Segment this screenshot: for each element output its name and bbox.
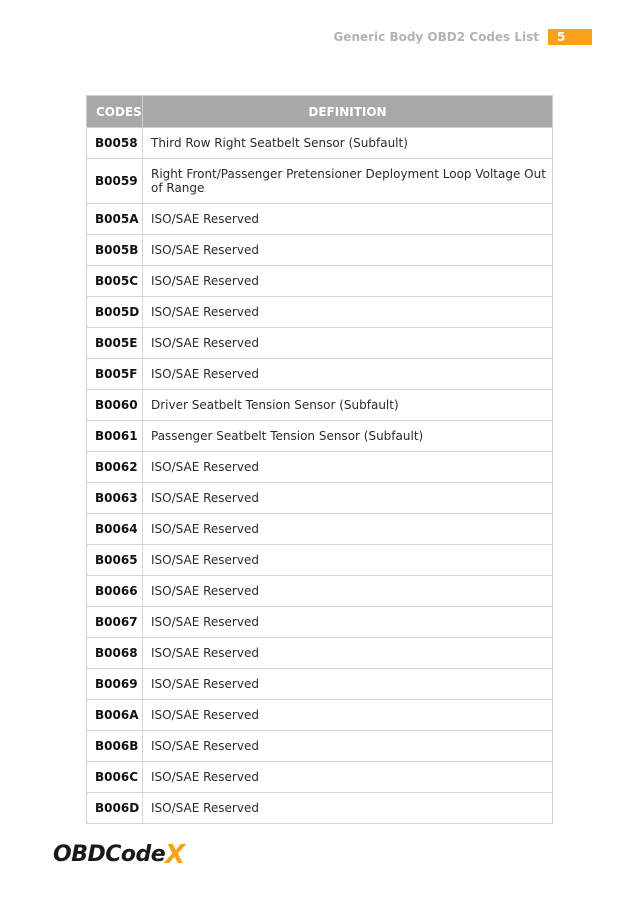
definition-cell: Driver Seatbelt Tension Sensor (Subfault) — [143, 390, 553, 421]
code-cell: B0065 — [87, 545, 143, 576]
code-cell: B0069 — [87, 669, 143, 700]
table-row — [87, 731, 553, 762]
code-cell: B0059 — [87, 159, 143, 204]
obdcodex-logo — [53, 842, 185, 868]
definition-cell: Third Row Right Seatbelt Sensor (Subfault) — [143, 128, 553, 159]
code-cell: B006B — [87, 731, 143, 762]
definition-cell: ISO/SAE Reserved — [143, 204, 553, 235]
definition-cell: ISO/SAE Reserved — [143, 235, 553, 266]
table-row — [87, 297, 553, 328]
code-cell: B0058 — [87, 128, 143, 159]
code-cell: B006D — [87, 793, 143, 824]
definition-cell: ISO/SAE Reserved — [143, 793, 553, 824]
table-row — [87, 483, 553, 514]
table-row — [87, 266, 553, 297]
code-cell: B005F — [87, 359, 143, 390]
code-cell: B005D — [87, 297, 143, 328]
logo-wordmark: OBDCode — [53, 842, 166, 867]
definition-cell: ISO/SAE Reserved — [143, 762, 553, 793]
table-row — [87, 607, 553, 638]
column-header-codes: CODES — [87, 96, 143, 128]
code-cell: B005E — [87, 328, 143, 359]
definition-cell: ISO/SAE Reserved — [143, 607, 553, 638]
code-cell: B0063 — [87, 483, 143, 514]
code-cell: B0062 — [87, 452, 143, 483]
table-row — [87, 359, 553, 390]
definition-cell: ISO/SAE Reserved — [143, 731, 553, 762]
definition-cell: ISO/SAE Reserved — [143, 266, 553, 297]
definition-cell: ISO/SAE Reserved — [143, 359, 553, 390]
table-row — [87, 390, 553, 421]
definition-cell: ISO/SAE Reserved — [143, 576, 553, 607]
table-row — [87, 576, 553, 607]
code-cell: B0067 — [87, 607, 143, 638]
definition-cell: ISO/SAE Reserved — [143, 545, 553, 576]
definition-cell: ISO/SAE Reserved — [143, 700, 553, 731]
table-row — [87, 638, 553, 669]
table-row — [87, 452, 553, 483]
table-row — [87, 545, 553, 576]
definition-cell: ISO/SAE Reserved — [143, 514, 553, 545]
definition-cell: ISO/SAE Reserved — [143, 669, 553, 700]
table-header-row — [87, 96, 553, 128]
page-number-badge: 5 — [548, 29, 592, 45]
code-cell: B0066 — [87, 576, 143, 607]
definition-cell: ISO/SAE Reserved — [143, 297, 553, 328]
table-row — [87, 159, 553, 204]
definition-cell: ISO/SAE Reserved — [143, 483, 553, 514]
table-row — [87, 204, 553, 235]
codes-table — [86, 95, 553, 824]
code-cell: B0068 — [87, 638, 143, 669]
page-header — [333, 29, 592, 45]
column-header-definition: DEFINITION — [143, 96, 553, 128]
code-cell: B005C — [87, 266, 143, 297]
code-cell: B0061 — [87, 421, 143, 452]
code-cell: B0064 — [87, 514, 143, 545]
code-cell: B006A — [87, 700, 143, 731]
logo-accent-letter: X — [165, 840, 185, 870]
definition-cell: ISO/SAE Reserved — [143, 452, 553, 483]
code-cell: B006C — [87, 762, 143, 793]
table-row — [87, 328, 553, 359]
table-row — [87, 235, 553, 266]
code-cell: B005B — [87, 235, 143, 266]
definition-cell: Passenger Seatbelt Tension Sensor (Subfault) — [143, 421, 553, 452]
table-row — [87, 421, 553, 452]
table-row — [87, 793, 553, 824]
code-cell: B005A — [87, 204, 143, 235]
table-row — [87, 700, 553, 731]
code-cell: B0060 — [87, 390, 143, 421]
definition-cell: Right Front/Passenger Pretensioner Deployment Loop Voltage Out of Range — [143, 159, 553, 204]
table-row — [87, 669, 553, 700]
definition-cell: ISO/SAE Reserved — [143, 328, 553, 359]
definition-cell: ISO/SAE Reserved — [143, 638, 553, 669]
table-row — [87, 128, 553, 159]
table-row — [87, 514, 553, 545]
table-row — [87, 762, 553, 793]
document-title: Generic Body OBD2 Codes List — [333, 30, 539, 44]
